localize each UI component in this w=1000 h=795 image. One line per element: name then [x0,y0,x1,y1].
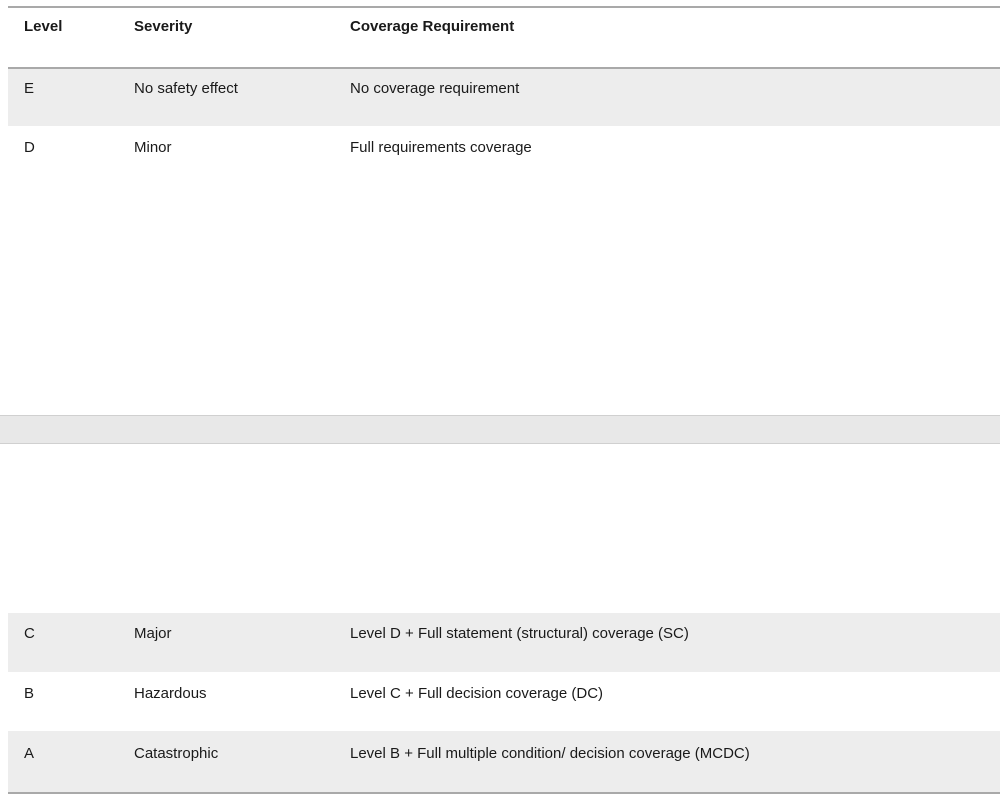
row-severity: Catastrophic [134,745,219,762]
table-row [8,731,1000,792]
table-top-rule [8,6,1000,8]
header-level: Level [24,18,63,35]
row-severity: Minor [134,139,172,156]
row-level: E [24,80,35,97]
header-severity: Severity [134,18,193,35]
row-severity: Major [134,625,172,642]
table-row [8,672,1000,731]
row-coverage: No coverage requirement [350,80,520,97]
row-coverage: Level C + Full decision coverage (DC) [350,685,604,702]
table-row [8,613,1000,672]
row-level: D [24,139,35,156]
row-level: A [24,745,35,762]
table-row [8,126,1000,415]
row-level: B [24,685,35,702]
table-header-row [8,18,1000,40]
row-coverage: Level D + Full statement (structural) coverage (SC) [350,625,689,642]
page-break-band [0,415,1000,444]
table-row [8,69,1000,126]
table-bottom-rule [8,792,1000,794]
header-coverage: Coverage Requirement [350,18,515,35]
row-severity: No safety effect [134,80,238,97]
row-level: C [24,625,35,642]
row-coverage: Full requirements coverage [350,139,532,156]
row-coverage: Level B + Full multiple condition/ decision coverage (MCDC) [350,745,750,762]
row-severity: Hazardous [134,685,207,702]
